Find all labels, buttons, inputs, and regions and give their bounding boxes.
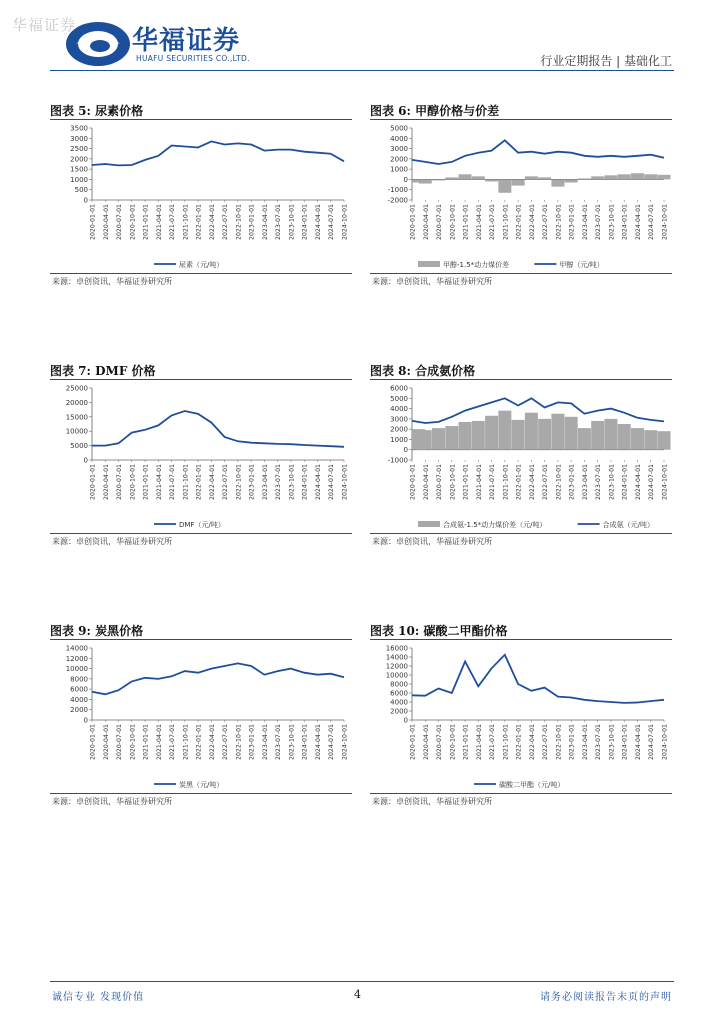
x-tick-label: 2020-01-01	[89, 464, 97, 500]
chart-title: 图表 5: 尿素价格	[50, 104, 144, 118]
chart-title: 图表 10: 碳酸二甲酯价格	[370, 624, 508, 638]
spread-area-segment	[485, 416, 498, 450]
x-tick-label: 2022-01-01	[195, 724, 203, 760]
x-tick-label: 2020-01-01	[409, 204, 417, 240]
legend-label: 碳酸二甲酯（元/吨）	[499, 781, 565, 789]
chart-title: 图表 9: 炭黑价格	[50, 624, 144, 638]
chart-panel-10	[370, 622, 672, 812]
chart-panel-5	[50, 102, 352, 292]
x-tick-label: 2024-10-01	[341, 464, 349, 500]
x-tick-label: 2023-01-01	[568, 464, 576, 500]
source-rule	[370, 273, 672, 274]
x-tick-label: 2022-01-01	[515, 464, 523, 500]
y-tick-label: 12000	[385, 662, 408, 671]
x-tick-label: 2024-07-01	[648, 204, 656, 240]
x-tick-label: 2022-10-01	[555, 724, 563, 760]
x-tick-label: 2022-04-01	[208, 724, 216, 760]
y-tick-label: -2000	[387, 196, 408, 205]
source-rule	[370, 533, 672, 534]
legend-label: 甲醇（元/吨）	[559, 261, 604, 269]
x-tick-label: 2022-07-01	[222, 724, 230, 760]
legend-swatch-area	[418, 521, 440, 527]
x-tick-label: 2022-01-01	[515, 204, 523, 240]
y-tick-label: 10000	[65, 665, 88, 674]
x-tick-label: 2024-10-01	[341, 724, 349, 760]
x-tick-label: 2022-10-01	[235, 724, 243, 760]
y-tick-label: 1000	[390, 165, 408, 174]
x-tick-label: 2021-10-01	[182, 464, 190, 500]
spread-area-segment	[525, 413, 538, 450]
x-tick-label: 2020-10-01	[449, 464, 457, 500]
spread-area-segment	[565, 417, 578, 450]
chart-source: 来源：卓创资讯，华福证券研究所	[372, 277, 492, 286]
x-tick-label: 2024-04-01	[634, 464, 642, 500]
spread-area-segment	[644, 430, 657, 450]
report-label: 行业定期报告 | 基础化工	[540, 54, 672, 68]
y-tick-label: 25000	[65, 384, 88, 393]
x-tick-label: 2020-04-01	[102, 464, 110, 500]
y-tick-label: 6000	[70, 685, 88, 694]
series-line	[412, 140, 664, 164]
x-tick-label: 2022-10-01	[235, 464, 243, 500]
x-tick-label: 2022-10-01	[555, 204, 563, 240]
x-tick-label: 2024-10-01	[661, 724, 669, 760]
x-tick-label: 2022-04-01	[528, 464, 536, 500]
x-tick-label: 2020-10-01	[449, 724, 457, 760]
logo-name: 华福证券	[132, 26, 241, 56]
x-tick-label: 2020-04-01	[422, 724, 430, 760]
y-tick-label: 0	[403, 446, 408, 455]
spread-area-segment	[631, 173, 644, 179]
x-tick-label: 2020-10-01	[129, 204, 137, 240]
spread-area-segment	[432, 428, 445, 450]
x-tick-label: 2023-07-01	[595, 204, 603, 240]
y-tick-label: 2000	[70, 706, 88, 715]
x-tick-label: 2024-10-01	[661, 204, 669, 240]
spread-area-segment	[445, 177, 458, 179]
x-tick-label: 2023-07-01	[275, 724, 283, 760]
x-tick-label: 2024-10-01	[341, 204, 349, 240]
x-tick-label: 2020-10-01	[129, 464, 137, 500]
series-line	[92, 663, 344, 694]
y-tick-label: 3500	[70, 124, 88, 133]
title-rule	[50, 379, 352, 380]
y-tick-label: 3000	[390, 415, 408, 424]
spread-area-segment	[525, 176, 538, 179]
y-tick-label: 500	[74, 186, 88, 195]
chart-panel-9	[50, 622, 352, 812]
x-tick-label: 2022-04-01	[528, 724, 536, 760]
x-tick-label: 2020-07-01	[116, 464, 124, 500]
y-tick-label: 16000	[385, 644, 408, 653]
y-tick-label: 20000	[65, 398, 88, 407]
y-tick-label: 0	[83, 196, 88, 205]
y-tick-label: 0	[83, 716, 88, 725]
x-tick-label: 2023-07-01	[275, 464, 283, 500]
page-number: 4	[354, 988, 361, 1001]
source-rule	[50, 273, 352, 274]
x-tick-label: 2022-07-01	[542, 724, 550, 760]
y-tick-label: 2000	[70, 155, 88, 164]
series-line	[412, 398, 664, 423]
chart-title: 图表 8: 合成氨价格	[370, 364, 476, 378]
x-tick-label: 2023-04-01	[581, 204, 589, 240]
x-tick-label: 2021-07-01	[169, 724, 177, 760]
x-tick-label: 2024-07-01	[328, 464, 336, 500]
x-tick-label: 2021-07-01	[489, 724, 497, 760]
legend-swatch-area	[418, 261, 440, 267]
x-tick-label: 2021-04-01	[475, 724, 483, 760]
spread-area-segment	[551, 179, 564, 186]
chart-source: 来源：卓创资讯，华福证券研究所	[52, 277, 172, 286]
x-tick-label: 2024-01-01	[621, 724, 629, 760]
x-tick-label: 2022-10-01	[235, 204, 243, 240]
y-tick-label: -1000	[387, 186, 408, 195]
footer-disclaimer: 请务必阅读报告末页的声明	[540, 992, 672, 1003]
x-tick-label: 2023-10-01	[608, 724, 616, 760]
spread-area-segment	[591, 421, 604, 450]
x-tick-label: 2023-04-01	[261, 724, 269, 760]
legend-label: DMF（元/吨）	[179, 521, 225, 529]
source-rule	[50, 793, 352, 794]
y-tick-label: 4000	[390, 405, 408, 414]
x-tick-label: 2021-10-01	[502, 724, 510, 760]
x-tick-label: 2024-07-01	[328, 724, 336, 760]
chart-panel-7	[50, 362, 352, 552]
x-tick-label: 2022-01-01	[195, 464, 203, 500]
x-tick-label: 2020-04-01	[102, 204, 110, 240]
x-tick-label: 2024-07-01	[328, 204, 336, 240]
x-tick-label: 2021-10-01	[182, 724, 190, 760]
spread-area-segment	[485, 179, 498, 181]
x-tick-label: 2022-07-01	[222, 464, 230, 500]
x-tick-label: 2021-01-01	[462, 724, 470, 760]
spread-area-segment	[565, 179, 578, 182]
x-tick-label: 2021-01-01	[142, 204, 150, 240]
spread-area-segment	[631, 428, 644, 450]
y-tick-label: 5000	[390, 124, 408, 133]
x-tick-label: 2021-01-01	[462, 204, 470, 240]
x-tick-label: 2021-04-01	[475, 464, 483, 500]
x-tick-label: 2023-07-01	[595, 724, 603, 760]
spread-area-segment	[419, 430, 432, 450]
x-tick-label: 2020-07-01	[436, 204, 444, 240]
x-tick-label: 2020-07-01	[436, 724, 444, 760]
x-tick-label: 2022-01-01	[195, 204, 203, 240]
spread-area-segment	[498, 179, 511, 192]
chart-dmf	[50, 382, 352, 532]
spread-area-segment	[591, 176, 604, 179]
x-tick-label: 2022-07-01	[222, 204, 230, 240]
chart-methanol	[370, 122, 672, 272]
footer-divider	[50, 981, 674, 982]
spread-area-segment	[551, 414, 564, 450]
x-tick-label: 2024-04-01	[314, 204, 322, 240]
x-tick-label: 2020-10-01	[449, 204, 457, 240]
x-tick-label: 2023-04-01	[581, 724, 589, 760]
x-tick-label: 2023-10-01	[608, 204, 616, 240]
x-tick-label: 2024-04-01	[634, 204, 642, 240]
x-tick-label: 2020-01-01	[89, 204, 97, 240]
x-tick-label: 2021-04-01	[155, 724, 163, 760]
x-tick-label: 2024-04-01	[314, 464, 322, 500]
y-tick-label: 8000	[70, 675, 88, 684]
y-tick-label: 1500	[70, 165, 88, 174]
x-tick-label: 2024-07-01	[648, 724, 656, 760]
chart-source: 来源：卓创资讯，华福证券研究所	[372, 797, 492, 806]
chart-urea	[50, 122, 352, 272]
chart-source: 来源：卓创资讯，华福证券研究所	[372, 537, 492, 546]
x-tick-label: 2022-04-01	[208, 204, 216, 240]
x-tick-label: 2023-10-01	[288, 204, 296, 240]
x-tick-label: 2020-04-01	[102, 724, 110, 760]
y-tick-label: 2000	[390, 155, 408, 164]
chart-ammonia	[370, 382, 672, 532]
x-tick-label: 2020-10-01	[129, 724, 137, 760]
x-tick-label: 2021-07-01	[169, 464, 177, 500]
y-tick-label: 0	[403, 716, 408, 725]
y-tick-label: 4000	[390, 698, 408, 707]
chart-carbon-black	[50, 642, 352, 792]
x-tick-label: 2024-04-01	[314, 724, 322, 760]
header-divider	[50, 70, 674, 71]
spread-area-segment	[472, 421, 485, 450]
spread-area-segment	[472, 176, 485, 179]
spread-area-segment	[538, 419, 551, 450]
spread-area-segment	[658, 175, 671, 180]
y-tick-label: 8000	[390, 680, 408, 689]
spread-area-segment	[658, 431, 671, 450]
spread-area-segment	[644, 174, 657, 179]
x-tick-label: 2024-10-01	[661, 464, 669, 500]
x-tick-label: 2021-04-01	[155, 464, 163, 500]
x-tick-label: 2021-07-01	[489, 204, 497, 240]
x-tick-label: 2023-04-01	[581, 464, 589, 500]
y-tick-label: 1000	[70, 175, 88, 184]
source-rule	[370, 793, 672, 794]
spread-area-segment	[578, 428, 591, 450]
chart-title: 图表 7: DMF 价格	[50, 364, 156, 378]
x-tick-label: 2021-10-01	[502, 464, 510, 500]
spread-area-segment	[604, 419, 617, 450]
series-line	[412, 655, 664, 703]
y-tick-label: 14000	[385, 653, 408, 662]
x-tick-label: 2021-07-01	[169, 204, 177, 240]
watermark: 华福证券	[12, 16, 77, 34]
spread-area-segment	[459, 174, 472, 179]
y-tick-label: 4000	[70, 695, 88, 704]
x-tick-label: 2021-01-01	[142, 464, 150, 500]
y-tick-label: 6000	[390, 384, 408, 393]
y-tick-label: 5000	[70, 442, 88, 451]
x-tick-label: 2023-04-01	[261, 464, 269, 500]
x-tick-label: 2022-04-01	[528, 204, 536, 240]
x-tick-label: 2024-07-01	[648, 464, 656, 500]
x-tick-label: 2023-01-01	[248, 204, 256, 240]
chart-panel-8	[370, 362, 672, 552]
title-rule	[370, 379, 672, 380]
x-tick-label: 2024-01-01	[301, 724, 309, 760]
x-tick-label: 2023-01-01	[248, 724, 256, 760]
x-tick-label: 2020-01-01	[89, 724, 97, 760]
legend-label: 尿素（元/吨）	[179, 261, 224, 269]
y-tick-label: 5000	[390, 394, 408, 403]
legend-label: 合成氨-1.5*动力煤价差（元/吨）	[443, 521, 547, 529]
spread-area-segment	[432, 179, 445, 180]
x-tick-label: 2020-04-01	[422, 204, 430, 240]
x-tick-label: 2024-01-01	[621, 464, 629, 500]
spread-area-segment	[604, 175, 617, 179]
y-tick-label: 14000	[65, 644, 88, 653]
x-tick-label: 2020-01-01	[409, 724, 417, 760]
y-tick-label: 3000	[390, 145, 408, 154]
x-tick-label: 2020-07-01	[116, 724, 124, 760]
chart-dmc	[370, 642, 672, 792]
x-tick-label: 2023-07-01	[595, 464, 603, 500]
y-tick-label: 0	[83, 456, 88, 465]
x-tick-label: 2021-01-01	[142, 724, 150, 760]
x-tick-label: 2024-01-01	[301, 204, 309, 240]
x-tick-label: 2023-01-01	[568, 724, 576, 760]
title-rule	[370, 119, 672, 120]
y-tick-label: 3000	[70, 134, 88, 143]
title-rule	[370, 639, 672, 640]
x-tick-label: 2023-01-01	[248, 464, 256, 500]
source-rule	[50, 533, 352, 534]
x-tick-label: 2021-10-01	[182, 204, 190, 240]
x-tick-label: 2021-04-01	[475, 204, 483, 240]
y-tick-label: 2500	[70, 145, 88, 154]
footer-slogan: 诚信专业 发现价值	[52, 992, 145, 1003]
x-tick-label: 2023-10-01	[288, 464, 296, 500]
spread-area-segment	[498, 411, 511, 450]
chart-source: 来源：卓创资讯，华福证券研究所	[52, 537, 172, 546]
x-tick-label: 2020-07-01	[116, 204, 124, 240]
logo-english-name: HUAFU SECURITIES CO.,LTD.	[136, 54, 250, 63]
y-tick-label: 10000	[385, 671, 408, 680]
chart-source: 来源：卓创资讯，华福证券研究所	[52, 797, 172, 806]
x-tick-label: 2023-01-01	[568, 204, 576, 240]
x-tick-label: 2020-07-01	[436, 464, 444, 500]
x-tick-label: 2022-04-01	[208, 464, 216, 500]
y-tick-label: 2000	[390, 425, 408, 434]
spread-area-segment	[578, 178, 591, 179]
x-tick-label: 2024-01-01	[621, 204, 629, 240]
x-tick-label: 2022-07-01	[542, 204, 550, 240]
y-tick-label: 10000	[65, 427, 88, 436]
spread-area-segment	[618, 424, 631, 450]
y-tick-label: 15000	[65, 413, 88, 422]
y-tick-label: 6000	[390, 689, 408, 698]
x-tick-label: 2023-04-01	[261, 204, 269, 240]
x-tick-label: 2022-07-01	[542, 464, 550, 500]
y-tick-label: 2000	[390, 707, 408, 716]
y-tick-label: 12000	[65, 654, 88, 663]
y-tick-label: -1000	[387, 456, 408, 465]
series-line	[92, 411, 344, 447]
spread-area-segment	[445, 426, 458, 450]
legend-label: 甲醇-1.5*动力煤价差	[443, 261, 510, 269]
x-tick-label: 2020-04-01	[422, 464, 430, 500]
legend-label: 合成氨（元/吨）	[602, 521, 654, 529]
x-tick-label: 2022-01-01	[515, 724, 523, 760]
x-tick-label: 2023-07-01	[275, 204, 283, 240]
x-tick-label: 2023-10-01	[608, 464, 616, 500]
spread-area-segment	[512, 420, 525, 450]
x-tick-label: 2020-01-01	[409, 464, 417, 500]
chart-panel-6	[370, 102, 672, 292]
title-rule	[50, 119, 352, 120]
x-tick-label: 2023-10-01	[288, 724, 296, 760]
y-tick-label: 4000	[390, 134, 408, 143]
x-tick-label: 2021-07-01	[489, 464, 497, 500]
spread-area-segment	[538, 177, 551, 179]
x-tick-label: 2024-04-01	[634, 724, 642, 760]
x-tick-label: 2022-10-01	[555, 464, 563, 500]
spread-area-segment	[512, 179, 525, 185]
spread-area-segment	[618, 174, 631, 179]
chart-title: 图表 6: 甲醇价格与价差	[370, 104, 500, 118]
x-tick-label: 2021-01-01	[462, 464, 470, 500]
title-rule	[50, 639, 352, 640]
x-tick-label: 2021-04-01	[155, 204, 163, 240]
x-tick-label: 2024-01-01	[301, 464, 309, 500]
legend-label: 炭黑（元/吨）	[179, 781, 224, 789]
spread-area-segment	[419, 179, 432, 183]
series-line	[92, 141, 344, 165]
spread-area-segment	[459, 422, 472, 450]
y-tick-label: 1000	[390, 435, 408, 444]
y-tick-label: 0	[403, 175, 408, 184]
x-tick-label: 2021-10-01	[502, 204, 510, 240]
